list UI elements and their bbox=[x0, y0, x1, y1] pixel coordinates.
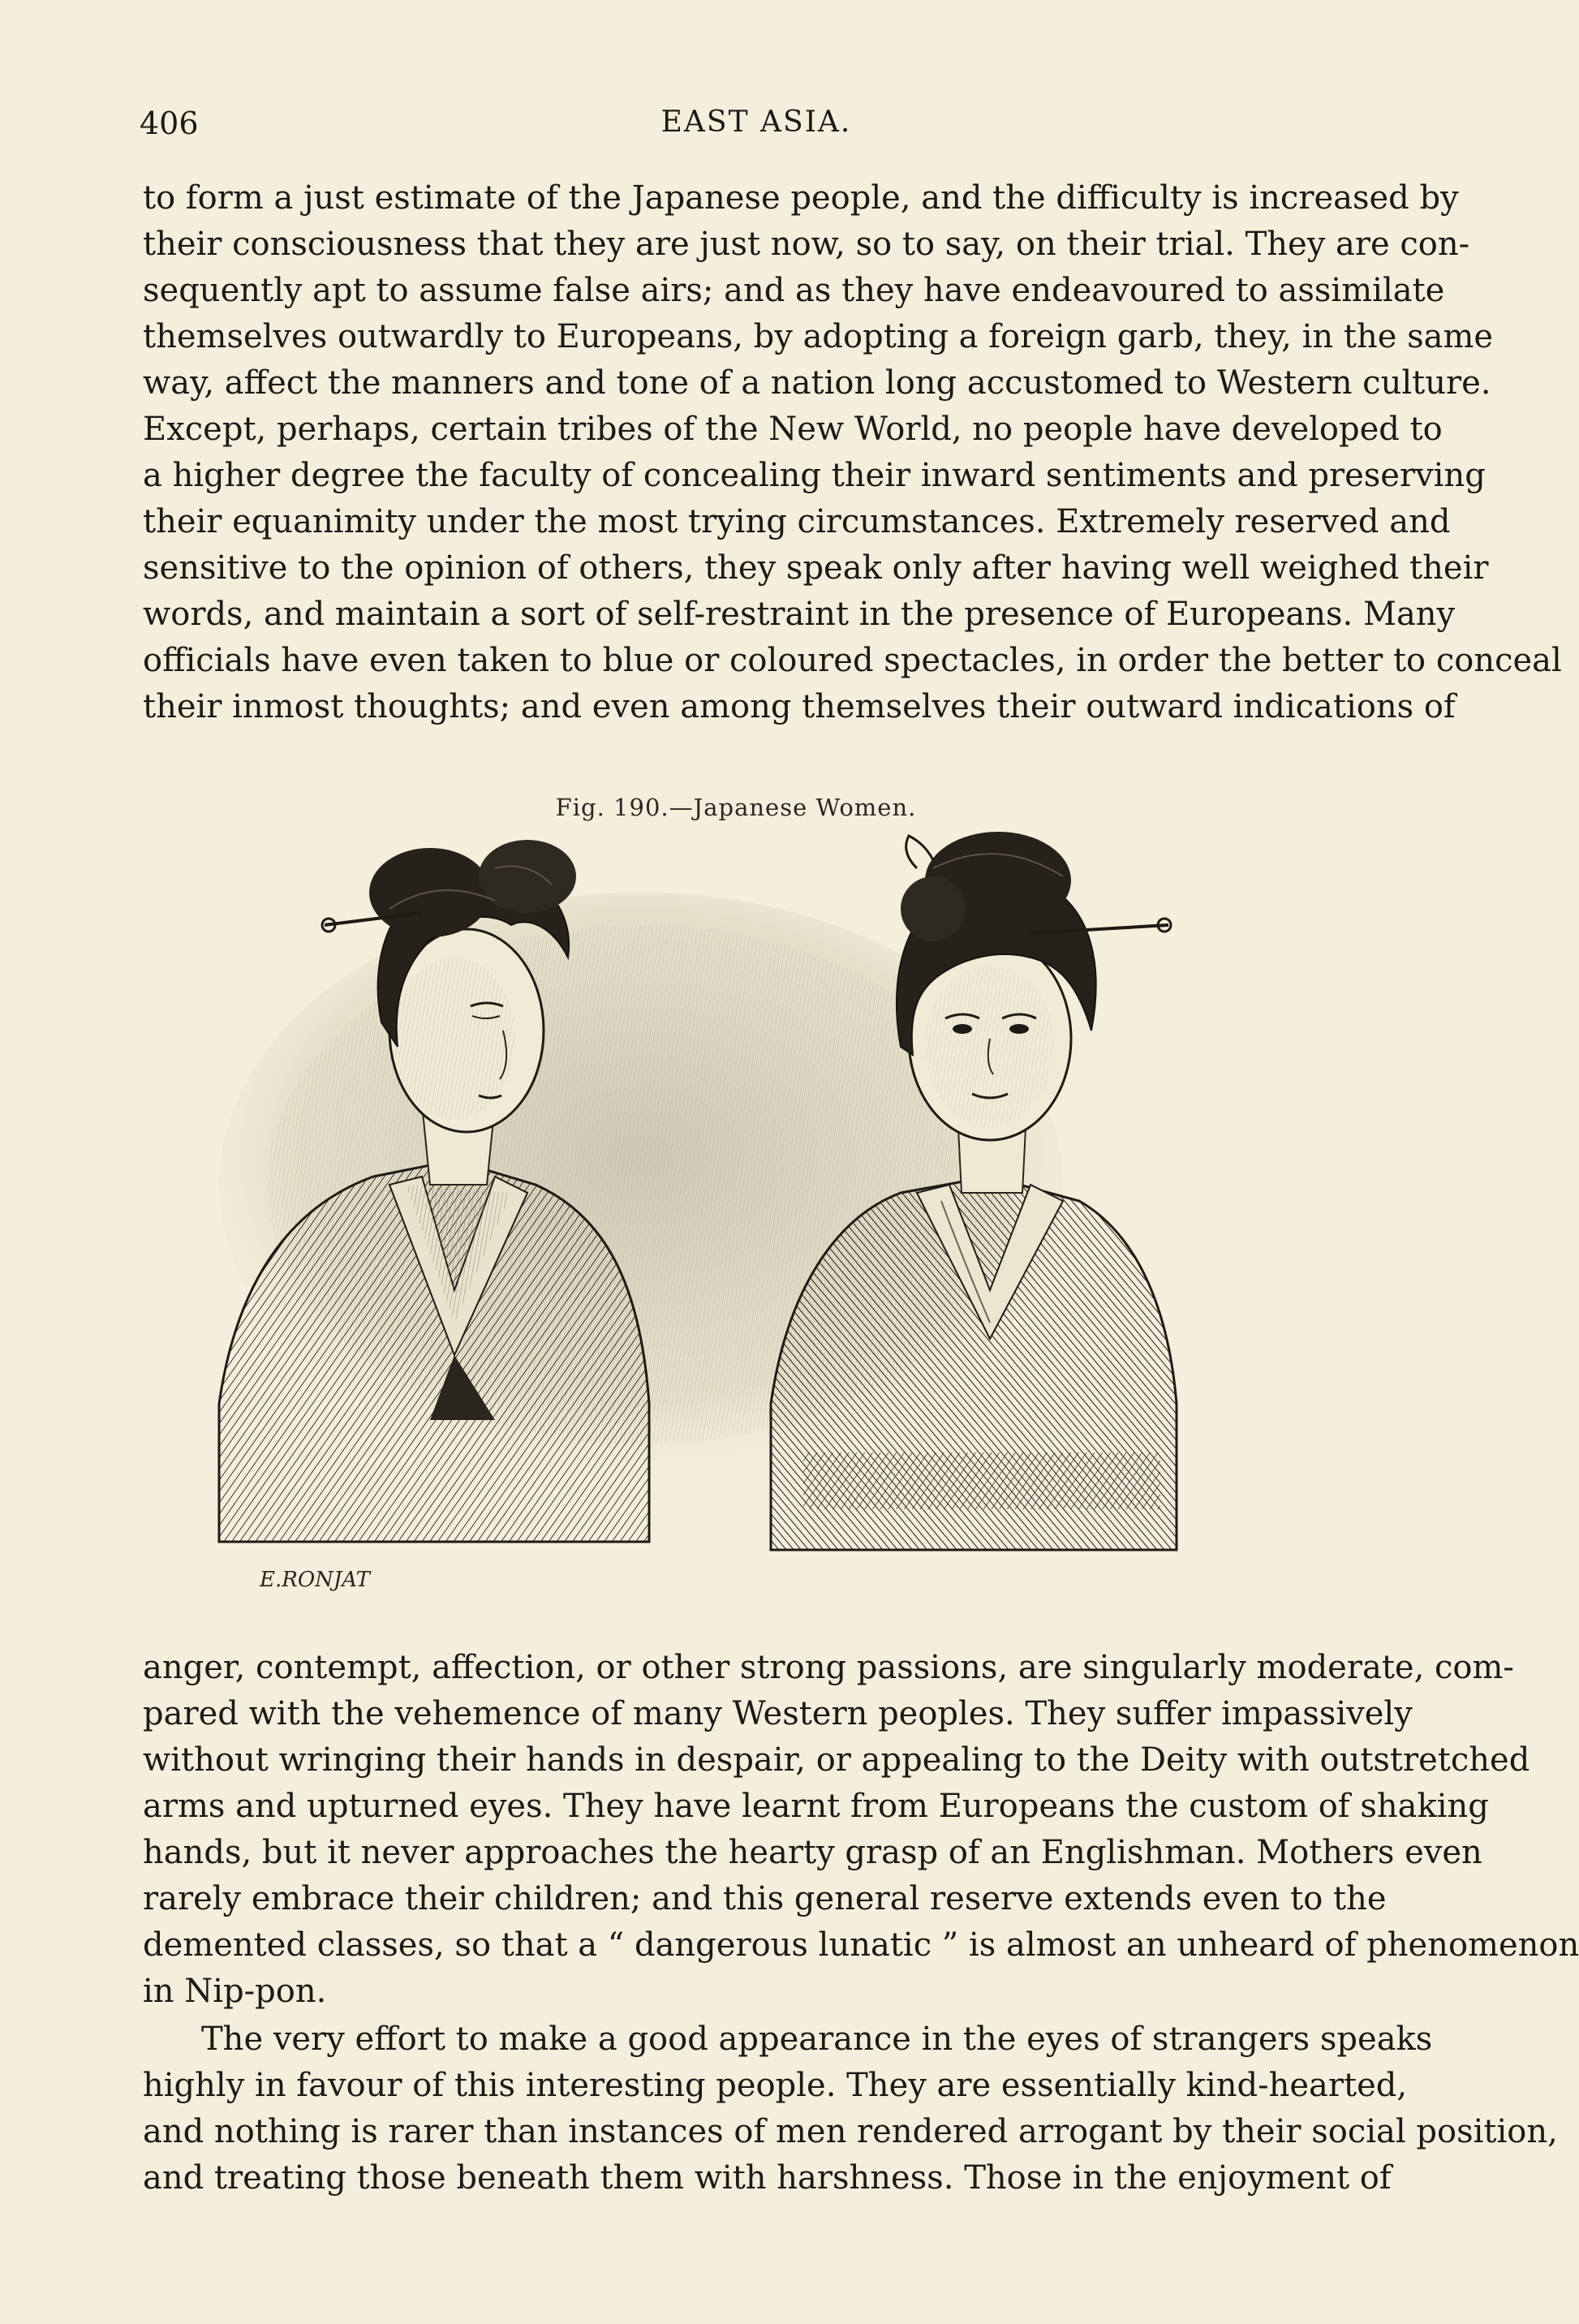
text-line: themselves outwardly to Europeans, by adopting a foreign garb, they, in the same bbox=[143, 318, 1494, 355]
text-line: to form a just estimate of the Japanese people, and the difficulty is increased by bbox=[143, 179, 1459, 217]
text-line: hands, but it never approaches the hearty grasp of an Englishman. Mothers even bbox=[143, 1834, 1482, 1871]
text-line: sensitive to the opinion of others, they speak only after having well weighed their bbox=[143, 549, 1489, 587]
text-line: their consciousness that they are just now, so to say, on their trial. They are con- bbox=[143, 226, 1470, 263]
text-line: their equanimity under the most trying circumstances. Extremely reserved and bbox=[143, 503, 1451, 540]
engraving-japanese-women bbox=[187, 836, 1323, 1615]
paragraph-bottom-1 bbox=[143, 1645, 1579, 2015]
page-number: 406 bbox=[140, 105, 199, 141]
engraver-signature: E.RONJAT bbox=[260, 1568, 371, 1592]
text-line: without wringing their hands in despair, or appealing to the Deity with outstretched bbox=[143, 1741, 1530, 1779]
text-line: words, and maintain a sort of self-restraint in the presence of Europeans. Many bbox=[143, 596, 1456, 633]
text-line: anger, contempt, affection, or other strong passions, are singularly moderate, com- bbox=[143, 1649, 1514, 1686]
paragraph-top bbox=[143, 175, 1562, 730]
figure-caption: Fig. 190.—Japanese Women. bbox=[555, 794, 917, 821]
text-line: The very effort to make a good appearance in the eyes of strangers speaks bbox=[201, 2021, 1433, 2058]
text-line: in Nip-pon. bbox=[143, 1973, 327, 2010]
text-line: Except, perhaps, certain tribes of the New World, no people have developed to bbox=[143, 411, 1443, 448]
text-line: way, affect the manners and tone of a nation long accustomed to Western culture. bbox=[143, 364, 1491, 402]
text-line: arms and upturned eyes. They have learnt from Europeans the custom of shaking bbox=[143, 1788, 1489, 1825]
text-line: demented classes, so that a “ dangerous lunatic ” is almost an unheard of phenomenon bbox=[143, 1926, 1579, 1964]
text-line: their inmost thoughts; and even among themselves their outward indications of bbox=[143, 688, 1456, 725]
paragraph-bottom-2 bbox=[143, 2016, 1558, 2201]
text-line: and treating those beneath them with harshness. Those in the enjoyment of bbox=[143, 2159, 1392, 2197]
text-line: highly in favour of this interesting people. They are essentially kind-hearted, bbox=[143, 2067, 1408, 2104]
text-line: sequently apt to assume false airs; and as they have endeavoured to assimilate bbox=[143, 272, 1445, 309]
text-line: pared with the vehemence of many Western peoples. They suffer impassively bbox=[143, 1695, 1413, 1732]
text-line: and nothing is rarer than instances of men rendered arrogant by their social position, bbox=[143, 2113, 1558, 2150]
text-line: officials have even taken to blue or coloured spectacles, in order the better to conceal bbox=[143, 642, 1562, 679]
text-line: rarely embrace their children; and this general reserve extends even to the bbox=[143, 1880, 1387, 1917]
engraving-illustration bbox=[187, 836, 1323, 1615]
running-title: EAST ASIA. bbox=[660, 105, 852, 139]
text-line: a higher degree the faculty of concealing their inward sentiments and preserving bbox=[143, 457, 1486, 494]
running-head bbox=[140, 105, 1373, 154]
